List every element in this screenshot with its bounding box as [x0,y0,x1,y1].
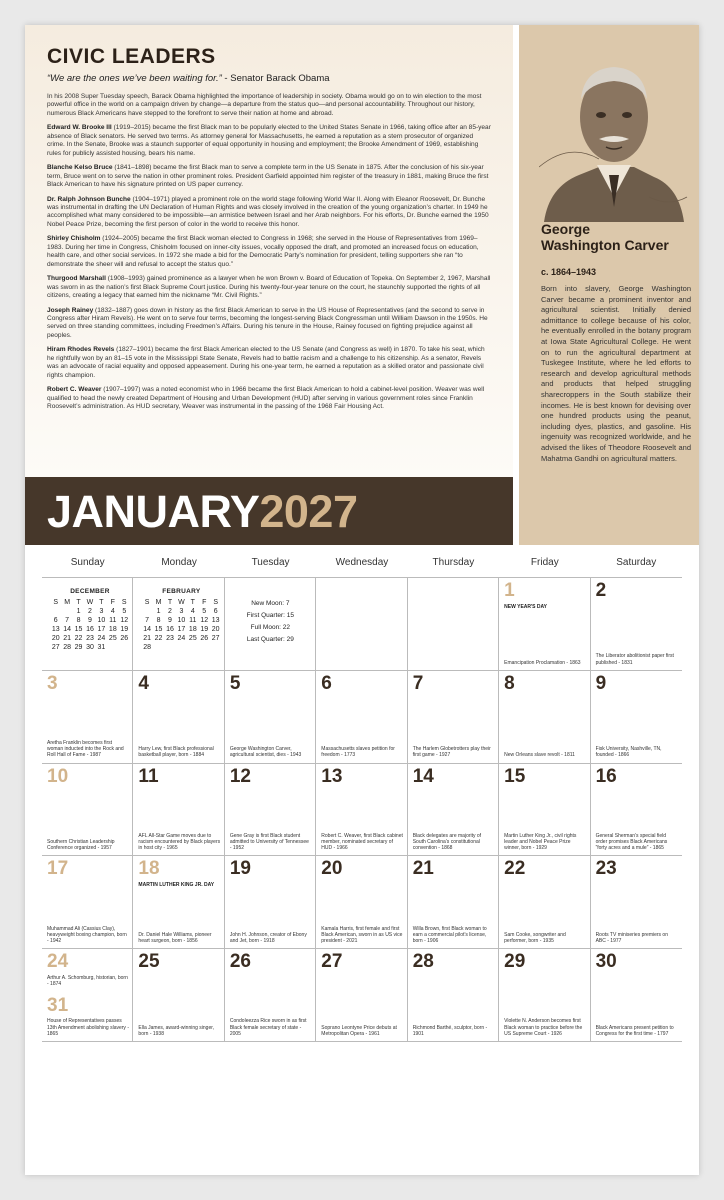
day-number: 5 [229,672,241,694]
day-cell [42,764,133,857]
day-event: The Liberator abolitionist paper first published - 1831 [595,653,674,666]
day-event: Dr. Daniel Hale Williams, pioneer heart surgeon, born - 1856 [138,931,212,944]
day-cell [591,856,682,949]
day-number: 20 [321,858,343,880]
day-number: 26 [229,951,251,973]
bio-paragraph: Joseph Rainey (1832–1887) goes down in history as the first Black American to serve in the US House of Representatives (and the second to serve in Congress after Hiram Revels). He went on to serve four terms, becoming the longest-serving Black Congressman until William Dawson in the 1950s. He served on three standing committees, including Freedmen’s Affairs. During his tenure in the House, Rainey focused on fighting prejudice against all peoples. [47,306,488,339]
moon-phases: New Moon: 7 First Quarter: 15 Full Moon: 22 Last Quarter: 29 [246,600,294,643]
weekday-label: Monday [161,557,197,568]
day-event: Martin Luther King Jr., civil rights leader and Nobel Peace Prize winner, born - 1929 [504,832,577,852]
mini-calendar-cell [133,578,224,671]
day-event: Emancipation Proclamation - 1863 [504,659,581,666]
bio-name: Dr. Ralph Johnson Bunche [47,195,131,203]
blank-area [42,1019,682,1169]
mini-calendar: DECEMBER S M T W T F S 1 2 3 4 5 6 7 8 9 10 11 12 13 14 15 16 17 18 19 20 21 22 23 24 25 26 27 28 29 30 31 [51,588,129,651]
day-number: 23 [595,858,617,880]
feature-panel [519,25,699,545]
day-cell [499,671,590,764]
day-event: General Sherman’s special field order promises Black Americans “forty acres and a mule” - 1865 [595,832,668,852]
civic-leaders-panel [25,25,513,477]
month-banner [25,477,513,545]
day-cell [408,856,499,949]
day-number: 21 [412,858,434,880]
weekday-label: Saturday [616,557,657,568]
day-event: Muhammad Ali (Cassius Clay), heavyweight boxing champion, born - 1942 [47,925,127,944]
holiday-label: NEW YEAR'S DAY [504,604,548,610]
bio-paragraph: Thurgood Marshall (1908–1993) gained prominence as a lawyer when he won Brown v. Board of Education of Topeka. On September 2, 1967, Marshall was sworn in as the nation’s first Black Supreme Court justice. During his twenty-four-year tenure on the court, he staunchly supported the rights of all citizens, creating a legacy that earned him the nickname “Mr. Civil Rights.” [47,275,491,300]
day-number: 28 [412,951,434,973]
mini-calendar-cell [42,578,133,671]
day-cell [316,856,407,949]
day-cell [225,671,316,764]
day-event: Black Americans present petition to Congress for the first time - 1797 [595,1024,674,1037]
day-number: 7 [412,672,424,694]
day-event: Arthur A. Schomburg, historian, born - 1874 [47,975,128,988]
day-number: 11 [138,765,159,787]
day-event: House of Representatives passes 13th Amendment abolishing slavery - 1865 [47,1018,129,1037]
day-event: John H. Johnson, creator of Ebony and Jet, born - 1918 [229,931,307,944]
empty-day-cell [316,578,407,671]
day-cell [499,578,590,671]
bio-name: Shirley Chisholm [47,235,101,243]
day-event: Sam Cooke, songwriter and performer, born - 1935 [504,931,566,944]
weekday-label: Thursday [432,557,475,568]
day-event: Gene Gray is first Black student admitted to University of Tennessee - 1952 [229,832,309,852]
bio-paragraph: Blanche Kelso Bruce (1841–1898) became the first Black man to serve a complete term in the US Senate in 1875. After the conclusion of his six-year term, Bruce went on to serve the nation in other prominent roles. President Garfield appointed him register of the treasury in 1881, making Bruce the first Black American to have his signature printed on US paper currency. [47,164,489,189]
empty-day-cell [408,578,499,671]
day-number: 27 [321,951,343,973]
day-number: 1 [504,580,515,601]
day-cell [42,856,133,949]
day-number: 30 [595,951,617,973]
bio-list [47,124,491,411]
weekday-header [42,555,682,577]
day-number: 6 [321,672,332,694]
day-event: New Orleans slave revolt - 1811 [504,752,575,759]
weekday-label: Wednesday [335,557,389,568]
feature-bio: Born into slavery, George Washington Carver became a prominent inventor and agricultural scientist. Initially denied admittance to college because of his color, he eventually enrolled in the botany program at Iowa State Agricultural College. He went on to run the agricultural department at Tuskegee Institute, where he led efforts to research and develop agricultural methods and products that helped struggling sharecroppers in the South stabilize their incomes. He is best known for devising over one hundred products using the peanut, including dyes, plastics, and gasoline. His ingenuity was recognized worldwide, and he advised the likes of Theodore Roosevelt and Mahatma Gandhi on agricultural matters. [541,284,691,463]
bio-name: Thurgood Marshall [47,275,106,283]
month-title: JANUARY2027 [47,486,358,537]
day-event: Soprano Leontyne Price debuts at Metropolitan Opera - 1961 [321,1024,397,1037]
day-number: 4 [138,672,149,694]
mini-calendar: FEBRUARY S M T W T F S 1 2 3 4 5 6 7 8 9 10 11 12 13 14 15 16 17 18 19 20 21 22 23 24 25 26 27 28 [143,588,220,651]
weekday-label: Tuesday [251,557,290,568]
bio-name: Robert C. Weaver [47,386,102,394]
day-cell [133,671,224,764]
bio-name: Hiram Rhodes Revels [47,346,115,354]
day-cell [316,671,407,764]
day-cell [225,856,316,949]
day-cell [225,764,316,857]
day-cell [133,764,224,857]
day-number: 31 [47,995,69,1017]
day-cell [591,764,682,857]
day-number: 25 [138,951,160,973]
day-cell [499,856,590,949]
day-number: 17 [47,858,69,880]
feature-dates: c. 1864–1943 [541,267,597,277]
day-event: Harry Lew, first Black professional basketball player, born - 1884 [138,746,214,759]
day-cell [316,764,407,857]
day-number: 15 [504,765,526,787]
day-number: 29 [504,951,526,973]
bio-paragraph: Dr. Ralph Johnson Bunche (1904–1971) played a prominent role on the world stage following World War II. Along with Eleanor Roosevelt, Dr. Bunche was instrumental in drafting the UN Declaration of Human Rights and was closely involved in the creation of the young organization’s charter. In 1949 he accomplished what many considered to be impossible—an armistice between Israel and her Arab neighbors. For his efforts, Dr. Bunche earned the 1950 Nobel Peace Prize, becoming the first person of color in the world to receive this honor. [47,195,489,228]
bio-paragraph: Shirley Chisholm (1924–2005) became the first Black woman elected to Congress in 1968; she served in the House of Representatives from 1969–1983. During her time in Congress, Chisholm focused on inner-city issues, vocally opposed the draft, and promoted an increased focus on education, health care, and other social services. In 1972 she made a bid for the Democratic Party’s nomination for president, telling supporters she ran “to demonstrate the sheer will and refusal to accept the status quo.” [47,235,479,268]
portrait-illustration [539,47,689,222]
day-event: Roots TV miniseries premiers on ABC - 1977 [595,931,668,944]
day-number: 24 [47,951,69,973]
day-cell [499,764,590,857]
mini-calendar-title: DECEMBER [70,588,110,595]
day-cell [591,671,682,764]
intro-paragraph: In his 2008 Super Tuesday speech, Barack Obama highlighted the importance of leadership in society. Obama would go on to win election to the most powerful office in the world on a campaign driven by change—a departure from the status quo—and personal accountability. Throughout our history, numerous Black Americans have stepped to the forefront to serve their nation at home and abroad. [47,93,482,117]
day-number: 3 [47,672,58,694]
weekday-label: Friday [530,557,559,568]
day-number: 8 [504,672,515,694]
day-event: Richmond Barthé, sculptor, born - 1901 [412,1024,488,1037]
day-cell [408,671,499,764]
day-number: 16 [595,765,617,787]
day-number: 2 [595,580,607,601]
mini-calendar-title: FEBRUARY [162,588,201,595]
day-event: George Washington Carver, agricultural scientist, dies - 1943 [229,746,302,759]
moon-phases-cell [225,578,316,671]
day-number: 10 [47,765,69,787]
day-event: Fisk University, Nashville, TN, founded - 1866 [595,746,662,759]
bio-paragraph: Hiram Rhodes Revels (1827–1901) became the first Black American elected to the US Senate (and Congress as well) in 1870. To take his seat, which he rightfully won by an 81–15 vote in the Mississippi State Senate, Revels had to battle racism and a challenge to his citizenship. As a senator, Revels was an advocate of racial equality and opposed appeasement. During his one-year term, he earned a reputation as a skilled orator and passionate civil rights champion. [47,346,485,379]
day-event: The Harlem Globetrotters play their first game - 1927 [412,746,491,759]
calendar-page [25,25,699,1175]
day-event: Massachusetts slaves petition for freedom - 1773 [321,746,395,759]
day-event: Kamala Harris, first female and first Black American, sworn in as US vice president - 2021 [321,925,403,944]
quote: “We are the ones we’ve been waiting for.” - Senator Barack Obama [47,73,330,84]
day-number: 13 [321,765,343,787]
bio-paragraph: Robert C. Weaver (1907–1997) was a noted economist who in 1966 became the first Black American to hold a cabinet-level position. Weaver was well qualified to head the newly created Department of Housing and Urban Development (HUD) after serving in various government roles since Franklin Roosevelt’s administration. As HUD secretary, Weaver was instrumental in the passing of the 1968 Fair Housing Act. [47,386,485,411]
calendar-grid [42,577,682,1041]
day-event: Aretha Franklin becomes first woman inducted into the Rock and Roll Hall of Fame - 1987 [47,739,124,759]
day-event: Black delegates are majority of South Carolina’s constitutional convention - 1868 [412,832,482,852]
bio-paragraph: Edward W. Brooke III (1919–2015) became the first Black man to be popularly elected to the United States Senate in 1966, taking office after an 85-year absence of Black senators. He served two terms. As attorney general for Massachusetts, he earned a reputation as a stern prosecutor of organized crime. In the Senate, Brooke was a staunch supporter of equal opportunity in housing and employment; the Brooke Amendment of 1969, establishing rules for publicly assisted housing, bears his name. [47,124,491,157]
bio-name: Edward W. Brooke III [47,124,112,132]
bio-name: Blanche Kelso Bruce [47,164,113,172]
day-event: Condoleezza Rice sworn in as first Black female secretary of state - 2005 [229,1018,307,1037]
day-cell [591,578,682,671]
page-title: CIVIC LEADERS [47,45,216,68]
day-event: Robert C. Weaver, first Black cabinet member, nominated secretary of HUD - 1966 [321,832,403,852]
holiday-label: MARTIN LUTHER KING JR. DAY [138,882,215,889]
day-event: Southern Christian Leadership Conference organized - 1957 [47,838,115,852]
day-cell [42,671,133,764]
bio-name: Joseph Rainey [47,306,94,314]
day-number: 9 [595,672,607,694]
feature-name: George Washington Carver [541,221,669,253]
day-cell [408,764,499,857]
day-cell [133,856,224,949]
day-number: 18 [138,858,160,880]
top-section [25,25,699,545]
day-number: 19 [229,858,251,880]
day-event: Violette N. Anderson becomes first Black woman to practice before the US Supreme Court - 1926 [504,1018,583,1037]
day-event: AFL All-Star Game moves due to racism encountered by Black players in host city - 1965 [138,832,221,852]
day-event: Ella James, award-winning singer, born - 1938 [138,1024,215,1037]
day-number: 12 [229,765,251,787]
day-number: 14 [412,765,434,787]
calendar-grid-section [42,555,682,1041]
weekday-label: Sunday [70,557,105,568]
day-number: 22 [504,858,526,880]
day-event: Willa Brown, first Black woman to earn a commercial pilot’s license, born - 1906 [412,925,487,944]
